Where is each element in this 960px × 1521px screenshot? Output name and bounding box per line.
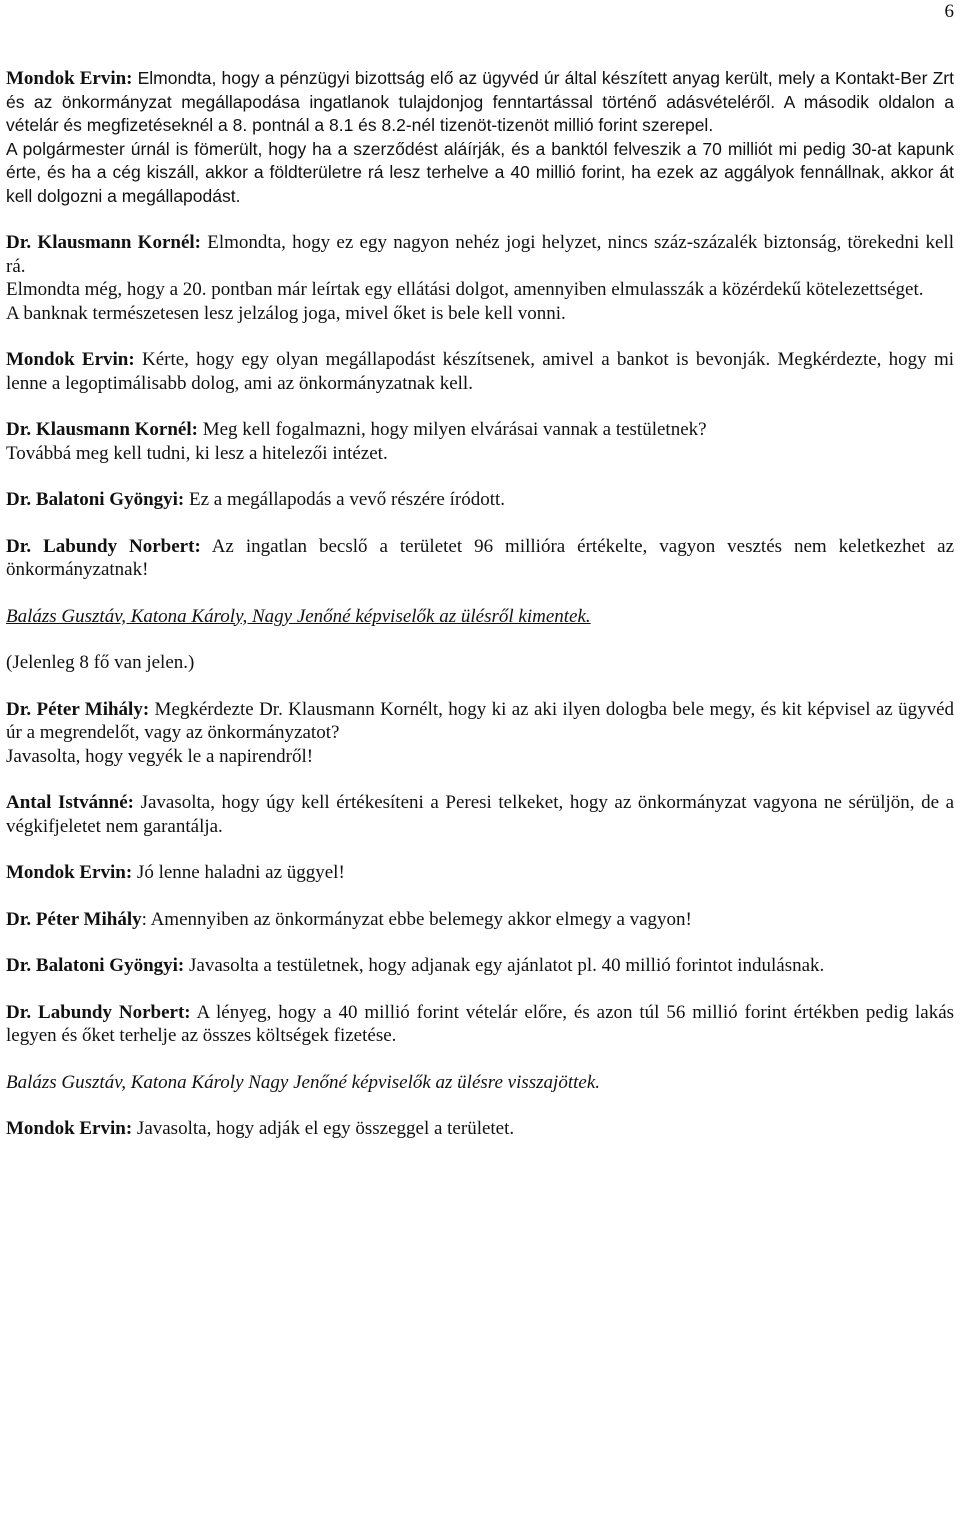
statement-text: Kérte, hogy egy olyan megállapodást készítsenek, amivel a bankot is bevonják. Megkérdezte, hogy mi lenne a legoptimálisabb dolog, ami az önkormányzatnak kell. (6, 349, 955, 394)
speaker-name: Mondok Ervin: (6, 862, 133, 883)
statement-text: Elmondta még, hogy a 20. pontban már leírtak egy ellátási dolgot, amennyiben elmulasszák a közérdekű kötelezettséget. (6, 279, 924, 300)
speaker-name: Dr. Labundy Norbert: (6, 535, 201, 557)
statement-text: Ez a megállapodás a vevő részére íródott. (189, 489, 505, 510)
statement-text: Elmondta, hogy a pénzügyi bizottság elő az ügyvéd úr által készített anyag került, mely a Kontakt-Ber Zrt és az önkormányzat megállapodása ingatlanok tulajdonjog fenntartással történő adásvételéről. A második oldalon a vételár és megfizetéseknél a 8. pontnál a 8.1 és 8.2-nél tizenöt-tizenöt millió forint szerepel. (6, 68, 954, 135)
paragraph-mondok-2 (6, 348, 954, 395)
speaker-name: Dr. Klausmann Kornél: (6, 419, 198, 440)
speaker-name: Dr. Péter Mihály (6, 908, 142, 930)
speaker-name: Dr. Labundy Norbert: (6, 1001, 191, 1023)
statement-text: : Amennyiben az önkormányzat ebbe belemegy akkor elmegy a vagyon! (141, 908, 692, 930)
note-text: Balázs Gusztáv, Katona Károly Nagy Jenőné képviselők az ülésre visszajöttek. (6, 1071, 601, 1093)
paragraph-mondok-1-cont (6, 138, 954, 209)
statement-text: A lényeg, hogy a 40 millió forint vételár előre, és azon túl 56 millió forint értékben pedig lakás legyen és őket terhelje az összes költségek fizetése. (6, 1001, 955, 1046)
document-body (6, 67, 954, 1164)
speaker-name: Dr. Balatoni Gyöngyi: (6, 489, 185, 510)
paragraph-labundy-2 (6, 1001, 954, 1048)
speaker-name: Mondok Ervin: (6, 349, 135, 370)
paragraph-peter-1 (6, 698, 954, 745)
paragraph-mondok-1 (6, 67, 954, 138)
paragraph-mondok-4 (6, 1117, 954, 1141)
note-members-returned (6, 1071, 954, 1095)
paragraph-peter-2 (6, 908, 954, 932)
note-text: Balázs Gusztáv, Katona Károly, Nagy Jenőné képviselők az ülésről kimentek. (6, 605, 591, 627)
paragraph-balatoni-2 (6, 954, 954, 978)
statement-text: Jó lenne haladni az üggyel! (136, 862, 345, 883)
paragraph-antal-1 (6, 791, 954, 838)
statement-text: Javasolta, hogy vegyék le a napirendről! (6, 745, 314, 767)
paragraph-klausmann-1-cont2 (6, 302, 954, 326)
statement-text: Javasolta, hogy úgy kell értékesíteni a Peresi telkeket, hogy az önkormányzat vagyona ne sérüljön, de a végkifjeletet nem garantálja. (6, 792, 955, 837)
statement-text: Megkérdezte Dr. Klausmann Kornélt, hogy ki az aki ilyen dologba bele megy, és kit képvisel az ügyvéd úr a megrendelőt, vagy az önkormányzatot? (6, 698, 955, 743)
paragraph-mondok-3 (6, 861, 954, 885)
statement-text: Elmondta, hogy ez egy nagyon nehéz jogi helyzet, nincs száz-százalék biztonság, törekedni kell rá. (6, 232, 954, 277)
statement-text: A banknak természetesen lesz jelzálog joga, mivel őket is bele kell vonni. (6, 302, 566, 324)
paragraph-klausmann-2-cont (6, 442, 954, 466)
paragraph-klausmann-2 (6, 418, 954, 442)
speaker-name: Dr. Péter Mihály: (6, 698, 150, 720)
paragraph-peter-1-cont (6, 745, 954, 769)
speaker-name: Dr. Klausmann Kornél: (6, 232, 201, 253)
paragraph-labundy-1 (6, 535, 954, 582)
page-number: 6 (944, 1, 954, 22)
speaker-name: Mondok Ervin: (6, 1118, 133, 1139)
speaker-name: Antal Istvánné: (6, 792, 134, 813)
paragraph-balatoni-1 (6, 488, 954, 512)
paragraph-klausmann-1 (6, 231, 954, 278)
statement-text: Javasolta, hogy adják el egy összeggel a területet. (136, 1118, 515, 1139)
note-attendance (6, 651, 954, 675)
statement-text: Javasolta a testületnek, hogy adjanak egy ajánlatot pl. 40 millió forintot indulásnak. (189, 955, 825, 976)
statement-text: A polgármester úrnál is fömerült, hogy ha a szerződést aláírják, és a banktól felveszik a 70 milliót mi pedig 30-at kapunk érte, és ha a cég kiszáll, akkor a földterületre rá lesz terhelve a 40 millió forint, ha ezek az aggályok fennállnak, akkor át kell dolgozni a megállapodást. (6, 138, 954, 206)
statement-text: Meg kell fogalmazni, hogy milyen elvárásai vannak a testületnek? (202, 419, 707, 440)
statement-text: Továbbá meg kell tudni, ki lesz a hitelezői intézet. (6, 442, 388, 464)
speaker-name: Mondok Ervin: (6, 68, 133, 89)
speaker-name: Dr. Balatoni Gyöngyi: (6, 955, 185, 976)
paragraph-klausmann-1-cont (6, 278, 954, 302)
note-members-left (6, 605, 954, 629)
note-text: (Jelenleg 8 fő van jelen.) (6, 652, 195, 673)
statement-text: Az ingatlan becslő a területet 96 millióra értékelte, vagyon vesztés nem keletkezhet az önkormányzatnak! (6, 535, 955, 580)
